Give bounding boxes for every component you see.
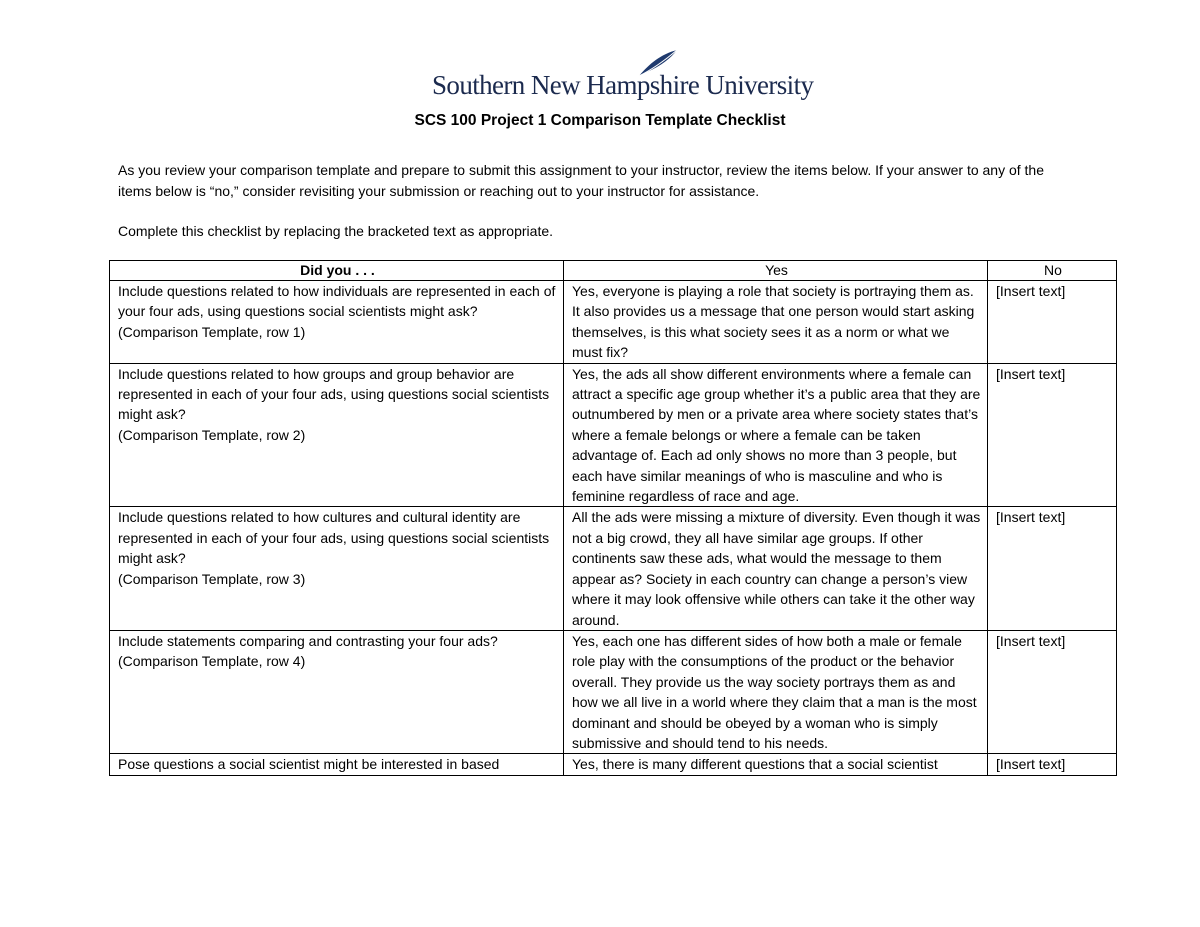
item-text: Include questions related to how cultures and cultural identity are represented in each of your four ads, using questions social scientists might ask? <box>118 509 550 567</box>
item-text: Pose questions a social scientist might be interested in based <box>118 756 500 773</box>
table-row <box>110 507 1117 630</box>
yes-cell[interactable]: Yes, there is many different questions that a social scientist <box>564 754 988 775</box>
item-cell <box>110 281 564 364</box>
yes-cell[interactable]: All the ads were missing a mixture of diversity. Even though it was not a big crowd, they all have similar age groups. If other continents saw these ads, what would the message to them appear as? Society in each country can change a person’s view where it may look offensive while others can take it the other way around. <box>564 507 988 630</box>
yes-cell[interactable]: Yes, the ads all show different environments where a female can attract a specific age group whether it’s a public area that they are outnumbered by men or a private area where society states that’s where a female belongs or where a female can be taken advantage of. Each ad only shows no more than 3 people, but each have similar meanings of who is masculine and who is feminine regardless of race and age. <box>564 363 988 507</box>
no-cell[interactable]: [Insert text] <box>988 281 1117 364</box>
checklist-table <box>109 260 1117 776</box>
item-text: Include questions related to how groups and group behavior are represented in each of your four ads, using questions social scientists might ask? <box>118 365 550 423</box>
column-header-yes: Yes <box>564 261 988 281</box>
table-row <box>110 630 1117 753</box>
yes-cell[interactable]: Yes, each one has different sides of how both a male or female role play with the consumptions of the product or the behavior overall. They provide us the way society portrays them as and how we all live in a world where they claim that a man is the most dominant and should be obeyed by a woman who is simply submissive and should tend to his needs. <box>564 630 988 753</box>
item-reference: (Comparison Template, row 3) <box>118 570 306 587</box>
item-text: Include questions related to how individuals are represented in each of your four ads, using questions social scientists might ask? <box>118 283 556 320</box>
table-row <box>110 363 1117 507</box>
item-reference: (Comparison Template, row 2) <box>118 426 306 443</box>
item-reference: (Comparison Template, row 4) <box>118 653 306 670</box>
item-text: Include statements comparing and contrasting your four ads? <box>118 632 498 649</box>
table-row <box>110 754 1117 775</box>
item-cell <box>110 630 564 753</box>
university-name: Southern New Hampshire University <box>432 70 814 100</box>
item-reference: (Comparison Template, row 1) <box>118 323 306 340</box>
no-cell[interactable]: [Insert text] <box>988 363 1117 507</box>
university-logo <box>432 48 814 106</box>
table-row <box>110 281 1117 364</box>
item-cell <box>110 754 564 775</box>
table-header-row <box>110 261 1117 281</box>
item-cell <box>110 363 564 507</box>
intro-paragraph: As you review your comparison template and prepare to submit this assignment to your instructor, review the items below. If your answer to any of the items below is “no,” consider revisiting your submission or reaching out to your instructor for assistance. <box>118 162 1044 199</box>
column-header-no: No <box>988 261 1117 281</box>
no-cell[interactable]: [Insert text] <box>988 754 1117 775</box>
document-title: SCS 100 Project 1 Comparison Template Checklist <box>414 112 786 129</box>
column-header-did-you: Did you . . . <box>110 261 564 281</box>
instructions-paragraph: Complete this checklist by replacing the bracketed text as appropriate. <box>118 223 554 239</box>
no-cell[interactable]: [Insert text] <box>988 507 1117 630</box>
no-cell[interactable]: [Insert text] <box>988 630 1117 753</box>
yes-cell[interactable]: Yes, everyone is playing a role that society is portraying them as. It also provides us a message that one person would start asking themselves, is this what society sees it as a norm or what we must fix? <box>564 281 988 364</box>
item-cell <box>110 507 564 630</box>
